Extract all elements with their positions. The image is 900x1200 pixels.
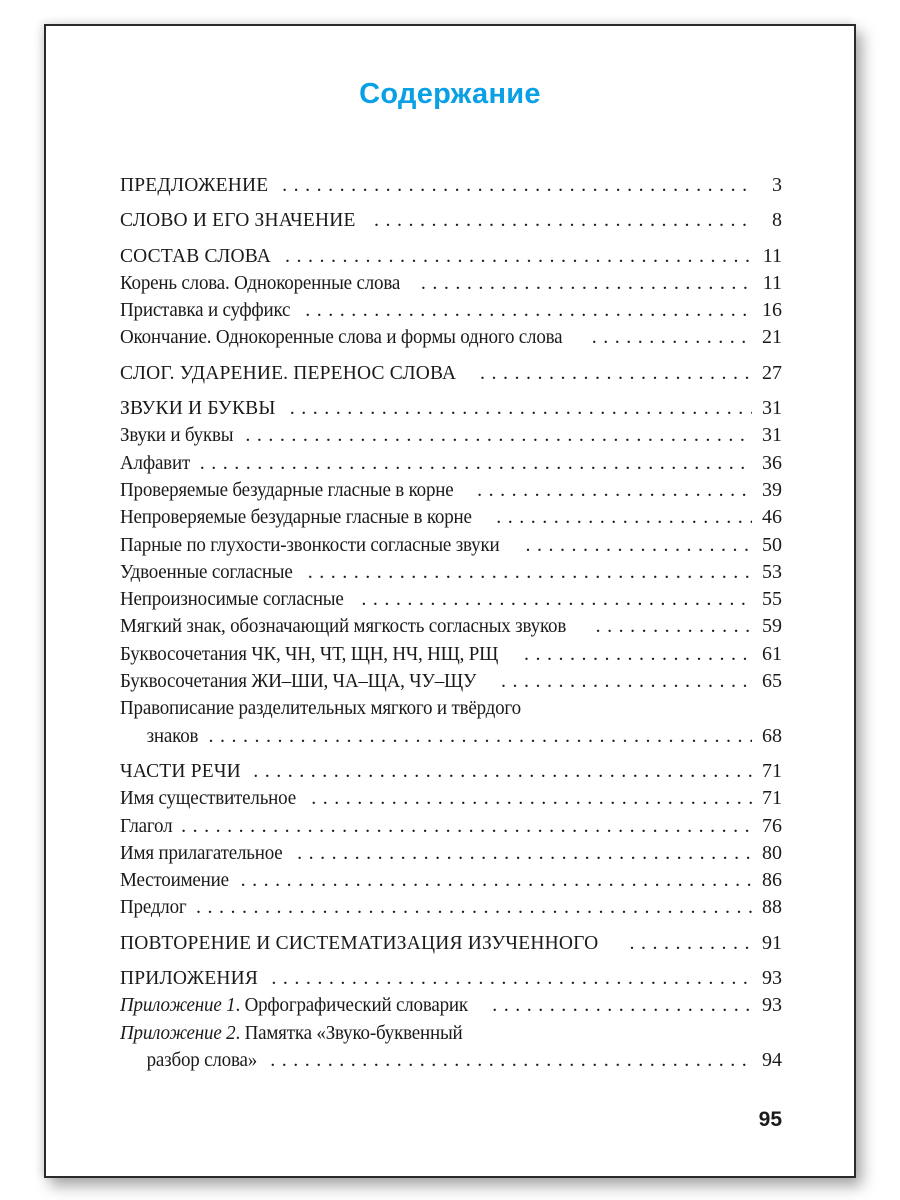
table-of-contents xyxy=(120,172,782,1074)
toc-entry-label: Звуки и буквы xyxy=(120,424,234,447)
dot-leader xyxy=(421,270,752,297)
toc-entry-page: 88 xyxy=(762,896,782,919)
dot-leader xyxy=(496,504,752,531)
toc-entry-page: 59 xyxy=(762,615,782,638)
toc-entry-sostav[interactable] xyxy=(120,243,782,270)
toc-entry-label: Местоимение xyxy=(120,869,229,892)
dot-leader xyxy=(492,992,752,1019)
toc-entry-page: 46 xyxy=(762,506,782,529)
toc-entry-page: 93 xyxy=(762,967,782,990)
toc-entry-label: СЛОГ. УДАРЕНИЕ. ПЕРЕНОС СЛОВА xyxy=(120,361,457,384)
dot-leader xyxy=(297,840,752,867)
dot-leader xyxy=(271,965,752,992)
toc-entry-page: 80 xyxy=(762,841,782,864)
toc-entry-page: 39 xyxy=(762,478,782,501)
toc-entry-label: Предлог xyxy=(120,896,187,919)
toc-entry-label: Приставка и суффикс xyxy=(120,299,291,322)
dot-leader xyxy=(501,668,752,695)
toc-entry-label: ПОВТОРЕНИЕ И СИСТЕМАТИЗАЦИЯ ИЗУЧЕННОГО xyxy=(120,931,599,954)
toc-entry-page: 11 xyxy=(762,244,782,267)
toc-entry-label: Имя прилагательное xyxy=(120,841,283,864)
toc-entry-multiline-end[interactable] xyxy=(120,723,782,750)
toc-entry-label: Правописание разделительных мягкого и твёрдого xyxy=(120,697,521,720)
dot-leader xyxy=(282,172,752,199)
toc-entry-label: Окончание. Однокоренные слова и формы одного слова xyxy=(120,326,563,349)
toc-entry[interactable] xyxy=(120,477,782,504)
appendix-title: . Орфографический словарик xyxy=(235,994,468,1017)
dot-leader xyxy=(525,532,752,559)
toc-entry-page: 61 xyxy=(762,642,782,665)
dot-leader xyxy=(596,613,752,640)
dot-leader xyxy=(374,207,752,234)
toc-entry[interactable] xyxy=(120,668,782,695)
toc-entry-page: 76 xyxy=(762,814,782,837)
toc-entry-predlozhenie[interactable] xyxy=(120,172,782,199)
toc-entry-povtorenie[interactable] xyxy=(120,930,782,957)
dot-leader xyxy=(592,324,752,351)
toc-entry-page: 21 xyxy=(762,326,782,349)
toc-entry[interactable] xyxy=(120,785,782,812)
dot-leader xyxy=(477,477,752,504)
dot-leader xyxy=(524,641,752,668)
dot-leader xyxy=(253,758,752,785)
dot-leader xyxy=(290,395,752,422)
toc-entry-page: 31 xyxy=(762,424,782,447)
toc-entry-label: Глагол xyxy=(120,814,173,837)
dot-leader xyxy=(196,894,752,921)
toc-entry-label: ЧАСТИ РЕЧИ xyxy=(120,759,241,782)
toc-entry-label: Мягкий знак, обозначающий мягкость согласных звуков xyxy=(120,615,567,638)
dot-leader xyxy=(200,450,752,477)
toc-entry-page: 11 xyxy=(762,271,782,294)
toc-entry[interactable] xyxy=(120,450,782,477)
dot-leader xyxy=(181,813,752,840)
toc-entry-page: 31 xyxy=(762,397,782,420)
toc-entry-label: ЗВУКИ И БУКВЫ xyxy=(120,397,276,420)
dot-leader xyxy=(308,559,752,586)
toc-entry-label: Парные по глухости-звонкости согласные звуки xyxy=(120,533,500,556)
toc-entry-label: ПРИЛОЖЕНИЯ xyxy=(120,967,259,990)
dot-leader xyxy=(241,867,752,894)
toc-entry-appendix-1[interactable] xyxy=(120,992,782,1019)
toc-entry-page: 65 xyxy=(762,670,782,693)
toc-entry-page: 36 xyxy=(762,451,782,474)
dot-leader xyxy=(245,422,752,449)
toc-entry-label: Удвоенные согласные xyxy=(120,560,293,583)
toc-entry-label: разбор слова» xyxy=(146,1048,258,1071)
toc-entry[interactable] xyxy=(120,813,782,840)
toc-entry-label: Корень слова. Однокоренные слова xyxy=(120,271,401,294)
toc-entry-label: Непроизносимые согласные xyxy=(120,588,344,611)
toc-entry[interactable] xyxy=(120,559,782,586)
toc-entry[interactable] xyxy=(120,586,782,613)
toc-entry[interactable] xyxy=(120,613,782,640)
toc-entry-page: 53 xyxy=(762,560,782,583)
toc-entry-label: знаков xyxy=(146,724,199,747)
dot-leader xyxy=(305,297,752,324)
dot-leader xyxy=(361,586,752,613)
toc-entry-page: 91 xyxy=(762,931,782,954)
toc-entry[interactable] xyxy=(120,504,782,531)
page-number: 95 xyxy=(758,1108,782,1131)
toc-entry-label: Проверяемые безударные гласные в корне xyxy=(120,478,454,501)
toc-entry-slog[interactable] xyxy=(120,360,782,387)
toc-entry[interactable] xyxy=(120,422,782,449)
toc-entry[interactable] xyxy=(120,270,782,297)
toc-entry-chasti-rechi[interactable] xyxy=(120,758,782,785)
toc-entry-page: 8 xyxy=(772,209,782,232)
toc-entry-page: 55 xyxy=(762,588,782,611)
toc-entry-page: 71 xyxy=(762,759,782,782)
toc-entry-label xyxy=(120,1020,463,1047)
toc-entry-appendix-2-start[interactable] xyxy=(120,1020,782,1047)
dot-leader xyxy=(285,243,752,270)
toc-entry-page: 94 xyxy=(762,1048,782,1071)
toc-entry-multiline-start[interactable] xyxy=(120,695,782,722)
toc-entry-page: 27 xyxy=(762,361,782,384)
toc-entry-page: 93 xyxy=(762,994,782,1017)
toc-entry-label: Имя существительное xyxy=(120,787,296,810)
toc-entry-slovo[interactable] xyxy=(120,207,782,234)
toc-entry[interactable] xyxy=(120,324,782,351)
dot-leader xyxy=(480,360,752,387)
toc-entry-page: 71 xyxy=(762,787,782,810)
toc-entry[interactable] xyxy=(120,532,782,559)
toc-entry-page: 16 xyxy=(762,299,782,322)
toc-entry-label: Алфавит xyxy=(120,451,191,474)
toc-entry-label: Буквосочетания ЖИ–ШИ, ЧА–ЩА, ЧУ–ЩУ xyxy=(120,670,477,693)
toc-entry-page: 3 xyxy=(772,174,782,196)
appendix-title: . Памятка «Звуко-буквенный xyxy=(235,1021,463,1044)
toc-entry[interactable] xyxy=(120,894,782,921)
toc-entry-label: СОСТАВ СЛОВА xyxy=(120,244,272,267)
toc-entry[interactable] xyxy=(120,297,782,324)
dot-leader xyxy=(311,785,752,812)
toc-entry-appendix-2-end[interactable] xyxy=(120,1047,782,1074)
dot-leader xyxy=(208,723,752,750)
toc-entry-page: 50 xyxy=(762,533,782,556)
toc-entry-label: Буквосочетания ЧК, ЧН, ЧТ, ЩН, НЧ, НЩ, РЩ xyxy=(120,642,499,665)
toc-entry[interactable] xyxy=(120,867,782,894)
toc-entry-label: Непроверяемые безударные гласные в корне xyxy=(120,506,472,529)
toc-entry[interactable] xyxy=(120,840,782,867)
toc-entry[interactable] xyxy=(120,641,782,668)
toc-entry-label: СЛОВО И ЕГО ЗНАЧЕНИЕ xyxy=(120,209,356,232)
toc-entry-prilozheniya[interactable] xyxy=(120,965,782,992)
appendix-label: Приложение 1 xyxy=(120,994,236,1017)
toc-entry-page: 68 xyxy=(762,724,782,747)
toc-entry-label: ПРЕДЛОЖЕНИЕ xyxy=(120,174,269,196)
book-page xyxy=(44,24,856,1178)
toc-entry-zvuki[interactable] xyxy=(120,395,782,422)
dot-leader xyxy=(270,1047,752,1074)
appendix-label: Приложение 2 xyxy=(120,1021,236,1044)
toc-entry-label xyxy=(120,992,468,1019)
page-title: Содержание xyxy=(359,78,541,110)
dot-leader xyxy=(630,930,753,957)
toc-entry-page: 86 xyxy=(762,869,782,892)
